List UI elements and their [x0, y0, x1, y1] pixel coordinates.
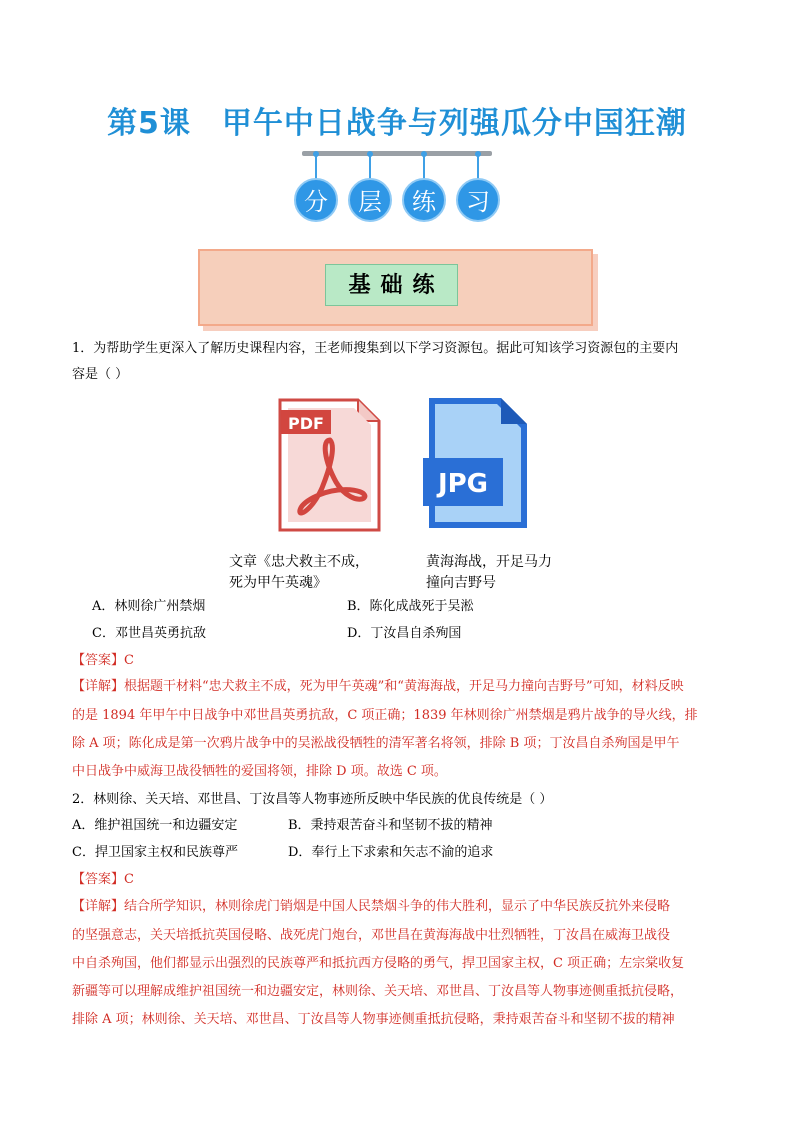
- rail-string: [423, 154, 425, 180]
- rail-string: [369, 154, 371, 180]
- pdf-file-icon: [278, 398, 381, 532]
- pdf-caption-line: 死为甲午英魂》: [229, 575, 327, 591]
- jpg-label: JPG: [437, 469, 489, 499]
- q1-explanation-line: 中日战争中威海卫战役牺牲的爱国将领，排除 D 项。故选 C 项。: [72, 764, 447, 779]
- q2-explanation-line: 的坚强意志，关天培抵抗英国侵略、战死虎门炮台，邓世昌在黄海海战中壮烈牺牲，丁汝昌在威海卫战役: [72, 928, 671, 943]
- jpg-caption-line: 黄海海战，开足马力: [426, 554, 552, 570]
- rail-string: [477, 154, 479, 180]
- pdf-caption-line: 文章《忠犬救主不成，: [229, 554, 369, 570]
- jpg-caption-line: 撞向吉野号: [426, 575, 496, 591]
- badge-char: 分: [294, 178, 338, 222]
- q1-option-d: D．丁汝昌自杀殉国: [347, 626, 462, 641]
- q2-stem: 2．林则徐、关天培、邓世昌、丁汝昌等人物事迹所反映中华民族的优良传统是（ ）: [72, 792, 553, 807]
- badge-char: 习: [456, 178, 500, 222]
- q2-option-c: C．捍卫国家主权和民族尊严: [72, 845, 238, 860]
- badge-char: 练: [402, 178, 446, 222]
- q2-option-d: D．奉行上下求索和矢志不渝的追求: [288, 845, 494, 860]
- q1-option-a: A．林则徐广州禁烟: [92, 599, 206, 614]
- pdf-label: PDF: [288, 414, 324, 433]
- q1-stem-line: 容是（ ）: [72, 367, 129, 382]
- q2-explanation-line: 【详解】结合所学知识，林则徐虎门销烟是中国人民禁烟斗争的伟大胜利，显示了中华民族反抗外来侵略: [72, 899, 671, 914]
- q1-stem-line: 1．为帮助学生更深入了解历史课程内容，王老师搜集到以下学习资源包。据此可知该学习资源包的主要内: [72, 341, 679, 356]
- q2-explanation-line: 新疆等可以理解成维护祖国统一和边疆安定，林则徐、关天培、邓世昌、丁汝昌等人物事迹侧重抵抗侵略，: [72, 984, 684, 999]
- q2-option-b: B．秉持艰苦奋斗和坚韧不拔的精神: [288, 818, 493, 833]
- q2-explanation-line: 中自杀殉国，他们都显示出强烈的民族尊严和抵抗西方侵略的勇气，捍卫国家主权，C 项正确；左宗棠收复: [72, 956, 685, 971]
- page-title: 第5课 甲午中日战争与列强瓜分中国狂潮: [107, 106, 687, 141]
- rail-string: [315, 154, 317, 180]
- q1-answer: 【答案】C: [72, 653, 134, 668]
- q1-explanation-line: 除 A 项；陈化成是第一次鸦片战争中的吴淞战役牺牲的清军著名将领，排除 B 项；丁汝昌自杀殉国是甲午: [72, 736, 680, 751]
- badge-char: 层: [348, 178, 392, 222]
- q1-option-c: C．邓世昌英勇抗敌: [92, 626, 206, 641]
- badge-rail: [302, 151, 492, 156]
- q2-explanation-line: 排除 A 项；林则徐、关天培、邓世昌、丁汝昌等人物事迹侧重抵抗侵略，秉持艰苦奋斗和坚韧不拔的精神: [72, 1012, 675, 1027]
- jpg-file-icon: [423, 396, 531, 532]
- q1-option-b: B．陈化成战死于吴淞: [347, 599, 474, 614]
- q2-answer: 【答案】C: [72, 872, 134, 887]
- q1-explanation-line: 【详解】根据题干材料“忠犬救主不成，死为甲午英魂”和“黄海海战，开足马力撞向吉野号”可知，材料反映: [72, 679, 684, 694]
- section-title: 基础练: [325, 264, 458, 306]
- q1-explanation-line: 的是 1894 年甲午中日战争中邓世昌英勇抗敌，C 项正确；1839 年林则徐广州禁烟是鸦片战争的导火线，排: [72, 708, 698, 723]
- q2-option-a: A．维护祖国统一和边疆安定: [72, 818, 238, 833]
